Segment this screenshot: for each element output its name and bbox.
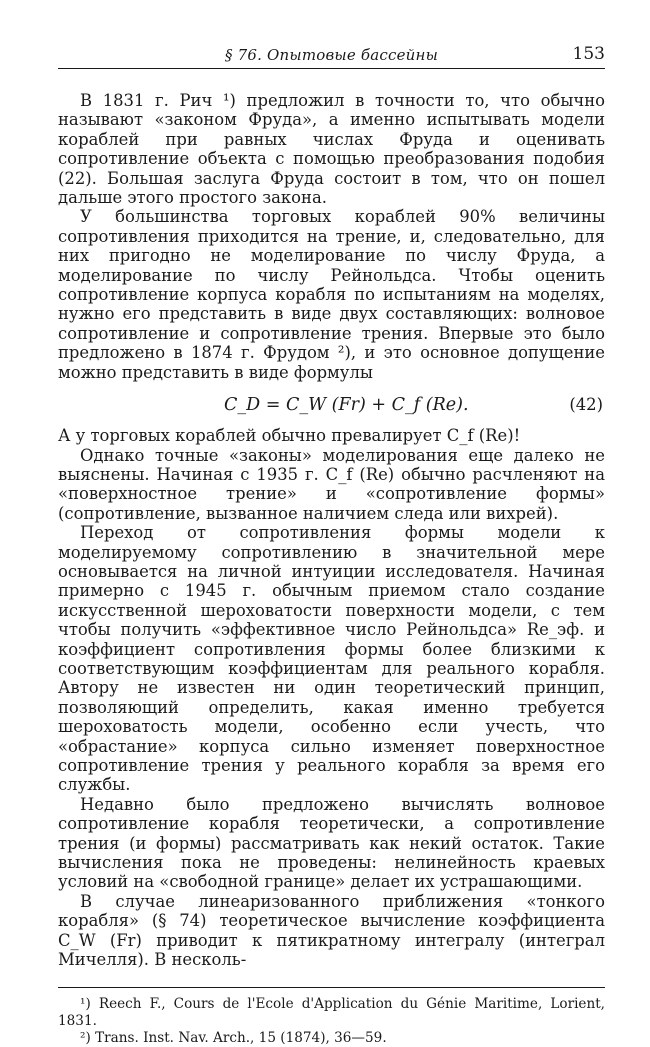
running-header [58, 44, 605, 69]
footnote-1: ¹) Reech F., Cours de l'Ecole d'Application du Génie Maritime, Lorient, 1831. [58, 996, 605, 1030]
paragraph-4: Однако точные «законы» моделирования еще далеко не выяснены. Начиная с 1935 г. C_f (Re) обычно расчленяют на «поверхностное трение» и «сопротивление формы» (сопротивление, вызванное наличием следа или вихрей). [58, 445, 605, 523]
paragraph-1: В 1831 г. Рич ¹) предложил в точности то, что обычно называют «законом Фруда», а именно испытывать модели кораблей при равных числах Фруда и оценивать сопротивление объекта с помощью преобразования подобия (22). Большая заслуга Фруда состоит в том, что он пошел дальше этого простого закона. [58, 91, 605, 208]
body-text [58, 91, 605, 969]
formula-42: C_D = C_W (Fr) + C_f (Re). [224, 395, 469, 416]
page-number: 153 [572, 44, 605, 64]
paragraph-7: В случае линеаризованного приближения «тонкого корабля» (§ 74) теоретическое вычисление коэффициента C_W (Fr) приводит к пятикратному интегралу (интеграл Мичелля). В несколь- [58, 891, 605, 970]
formula-row [58, 388, 605, 422]
header-title: § 76. Опытовые бассейны [224, 46, 439, 64]
paragraph-5: Переход от сопротивления формы модели к моделируемому сопротивлению в значительной мере основывается на личной интуиции исследователя. Начиная примерно с 1945 г. обычным приемом стало создание искусственной шероховатости поверхности модели, с тем чтобы получить «эффективное число Рейнольдса» Re_эф. и коэффициент сопротивления формы более близкими к соответствующим коэффициентам для реального корабля. Автору не известен ни один теоретический принцип, позволяющий определить, какая именно требуется шероховатость модели, особенно если учесть, что «обрастание» корпуса сильно изменяет поверхностное сопротивление трения у реального корабля за время его службы. [58, 523, 605, 795]
page [58, 44, 605, 1047]
paragraph-3: А у торговых кораблей обычно превалирует C_f (Re)! [58, 426, 521, 446]
footnote-2: ²) Trans. Inst. Nav. Arch., 15 (1874), 36—59. [80, 1030, 387, 1047]
footnotes [58, 987, 605, 1047]
paragraph-6: Недавно было предложено вычислять волновое сопротивление корабля теоретически, а сопротивление трения (и формы) рассматривать как некий остаток. Такие вычисления пока не проведены: нелинейность краевых условий на «свободной границе» делает их устрашающими. [58, 794, 605, 892]
paragraph-2: У большинства торговых кораблей 90% величины сопротивления приходится на трение, и, следовательно, для них пригодно не моделирование по числу Фруда, а моделирование по числу Рейнольдса. Чтобы оценить сопротивление корпуса корабля по испытаниям на моделях, нужно его представить в виде двух составляющих: волновое сопротивление и сопротивление трения. Впервые это было предложено в 1874 г. Фрудом ²), и это основное допущение можно представить в виде формулы [58, 207, 605, 382]
formula-number: (42) [569, 395, 603, 415]
